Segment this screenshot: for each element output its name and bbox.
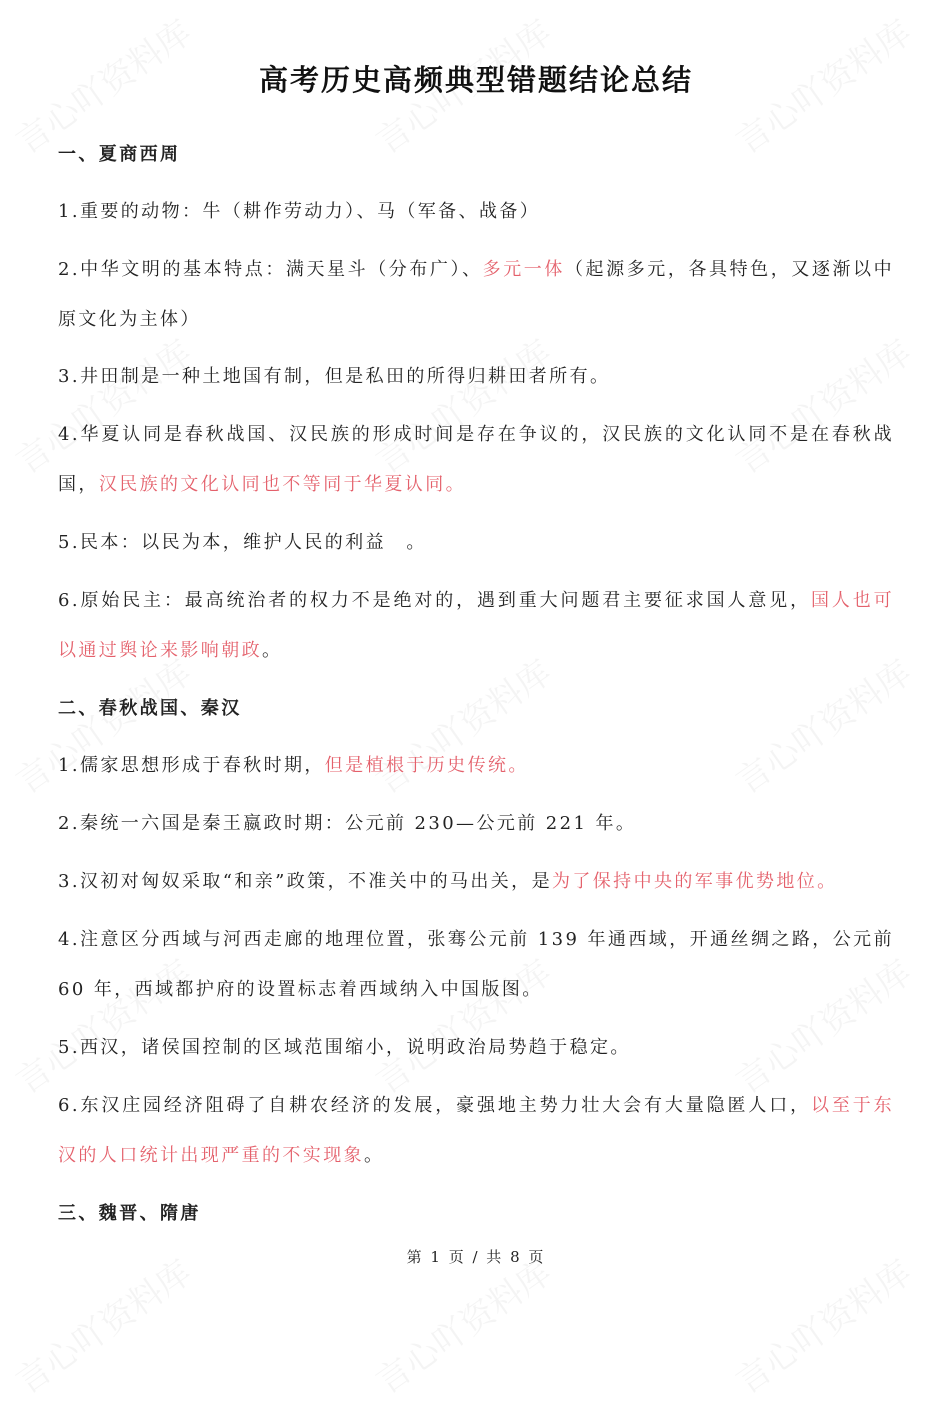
highlighted-text: 为了保持中央的军事优势地位。 [551, 871, 838, 892]
text-segment: 5.西汉，诸侯国控制的区域范围缩小，说明政治局势趋于稳定。 [58, 1037, 631, 1058]
highlighted-text: 以至于东汉的人口统计出现严重的不实现象 [58, 1095, 894, 1166]
text-segment: 2.秦统一六国是秦王嬴政时期：公元前 230—公元前 221 年。 [58, 813, 637, 834]
highlighted-text: 但是植根于历史传统。 [324, 755, 529, 776]
text-segment: 。 [364, 1145, 385, 1166]
paragraph [58, 245, 894, 345]
watermark-text [4, 1246, 199, 1403]
paragraph [58, 741, 894, 791]
text-segment: 3.汉初对匈奴采取“和亲”政策，不准关中的马出关，是 [58, 871, 552, 892]
text-segment: （起源多元，各具特色，又逐渐以中原文化为主体） [58, 259, 894, 330]
text-segment: 2.中华文明的基本特点：满天星斗（分布广）、 [58, 259, 483, 280]
paragraph [58, 518, 894, 568]
highlighted-text: 汉民族的文化认同也不等同于华夏认同。 [98, 474, 467, 495]
section-heading [58, 684, 894, 734]
text-segment: 6.原始民主：最高统治者的权力不是绝对的，遇到重大问题君主要征求国人意见， [58, 590, 811, 611]
paragraph [58, 1081, 894, 1181]
paragraph [58, 915, 894, 1015]
paragraph [58, 352, 894, 402]
text-segment: 二、春秋战国、秦汉 [58, 698, 242, 719]
section-heading [58, 1189, 894, 1239]
text-segment: 5.民本：以民为本，维护人民的利益 。 [58, 532, 427, 553]
paragraph [58, 1023, 894, 1073]
text-segment: 1.儒家思想形成于春秋时期， [58, 755, 325, 776]
paragraph [58, 410, 894, 510]
paragraph [58, 576, 894, 676]
text-segment: 三、魏晋、隋唐 [58, 1203, 201, 1224]
text-segment: 4.华夏认同是春秋战国、汉民族的形成时间是存在争议的，汉民族的文化认同不是在春秋战国， [58, 424, 894, 495]
text-segment: 6.东汉庄园经济阻碍了自耕农经济的发展，豪强地主势力壮大会有大量隐匿人口， [58, 1095, 811, 1116]
paragraph [58, 799, 894, 849]
document-title: 高考历史高频典型错题结论总结 [258, 63, 693, 97]
watermark-text [364, 1246, 559, 1403]
text-segment: 1.重要的动物：牛（耕作劳动力）、马（军备、战备） [58, 201, 541, 222]
text-segment: 。 [262, 640, 283, 661]
section-heading [58, 130, 894, 180]
paragraph [58, 857, 894, 907]
highlighted-text: 多元一体 [482, 259, 565, 280]
text-segment: 一、夏商西周 [58, 144, 181, 165]
highlighted-text: 国人也可以通过舆论来影响朝政 [58, 590, 894, 661]
page-number: 第 1 页 / 共 8 页 [406, 1248, 546, 1266]
text-segment: 4.注意区分西域与河西走廊的地理位置，张骞公元前 139 年通西域，开通丝绸之路，公元前 60 年，西域都护府的设置标志着西域纳入中国版图。 [58, 929, 894, 1000]
watermark-text [724, 1246, 919, 1403]
paragraph [58, 187, 894, 237]
text-segment: 3.井田制是一种土地国有制，但是私田的所得归耕田者所有。 [58, 366, 611, 387]
